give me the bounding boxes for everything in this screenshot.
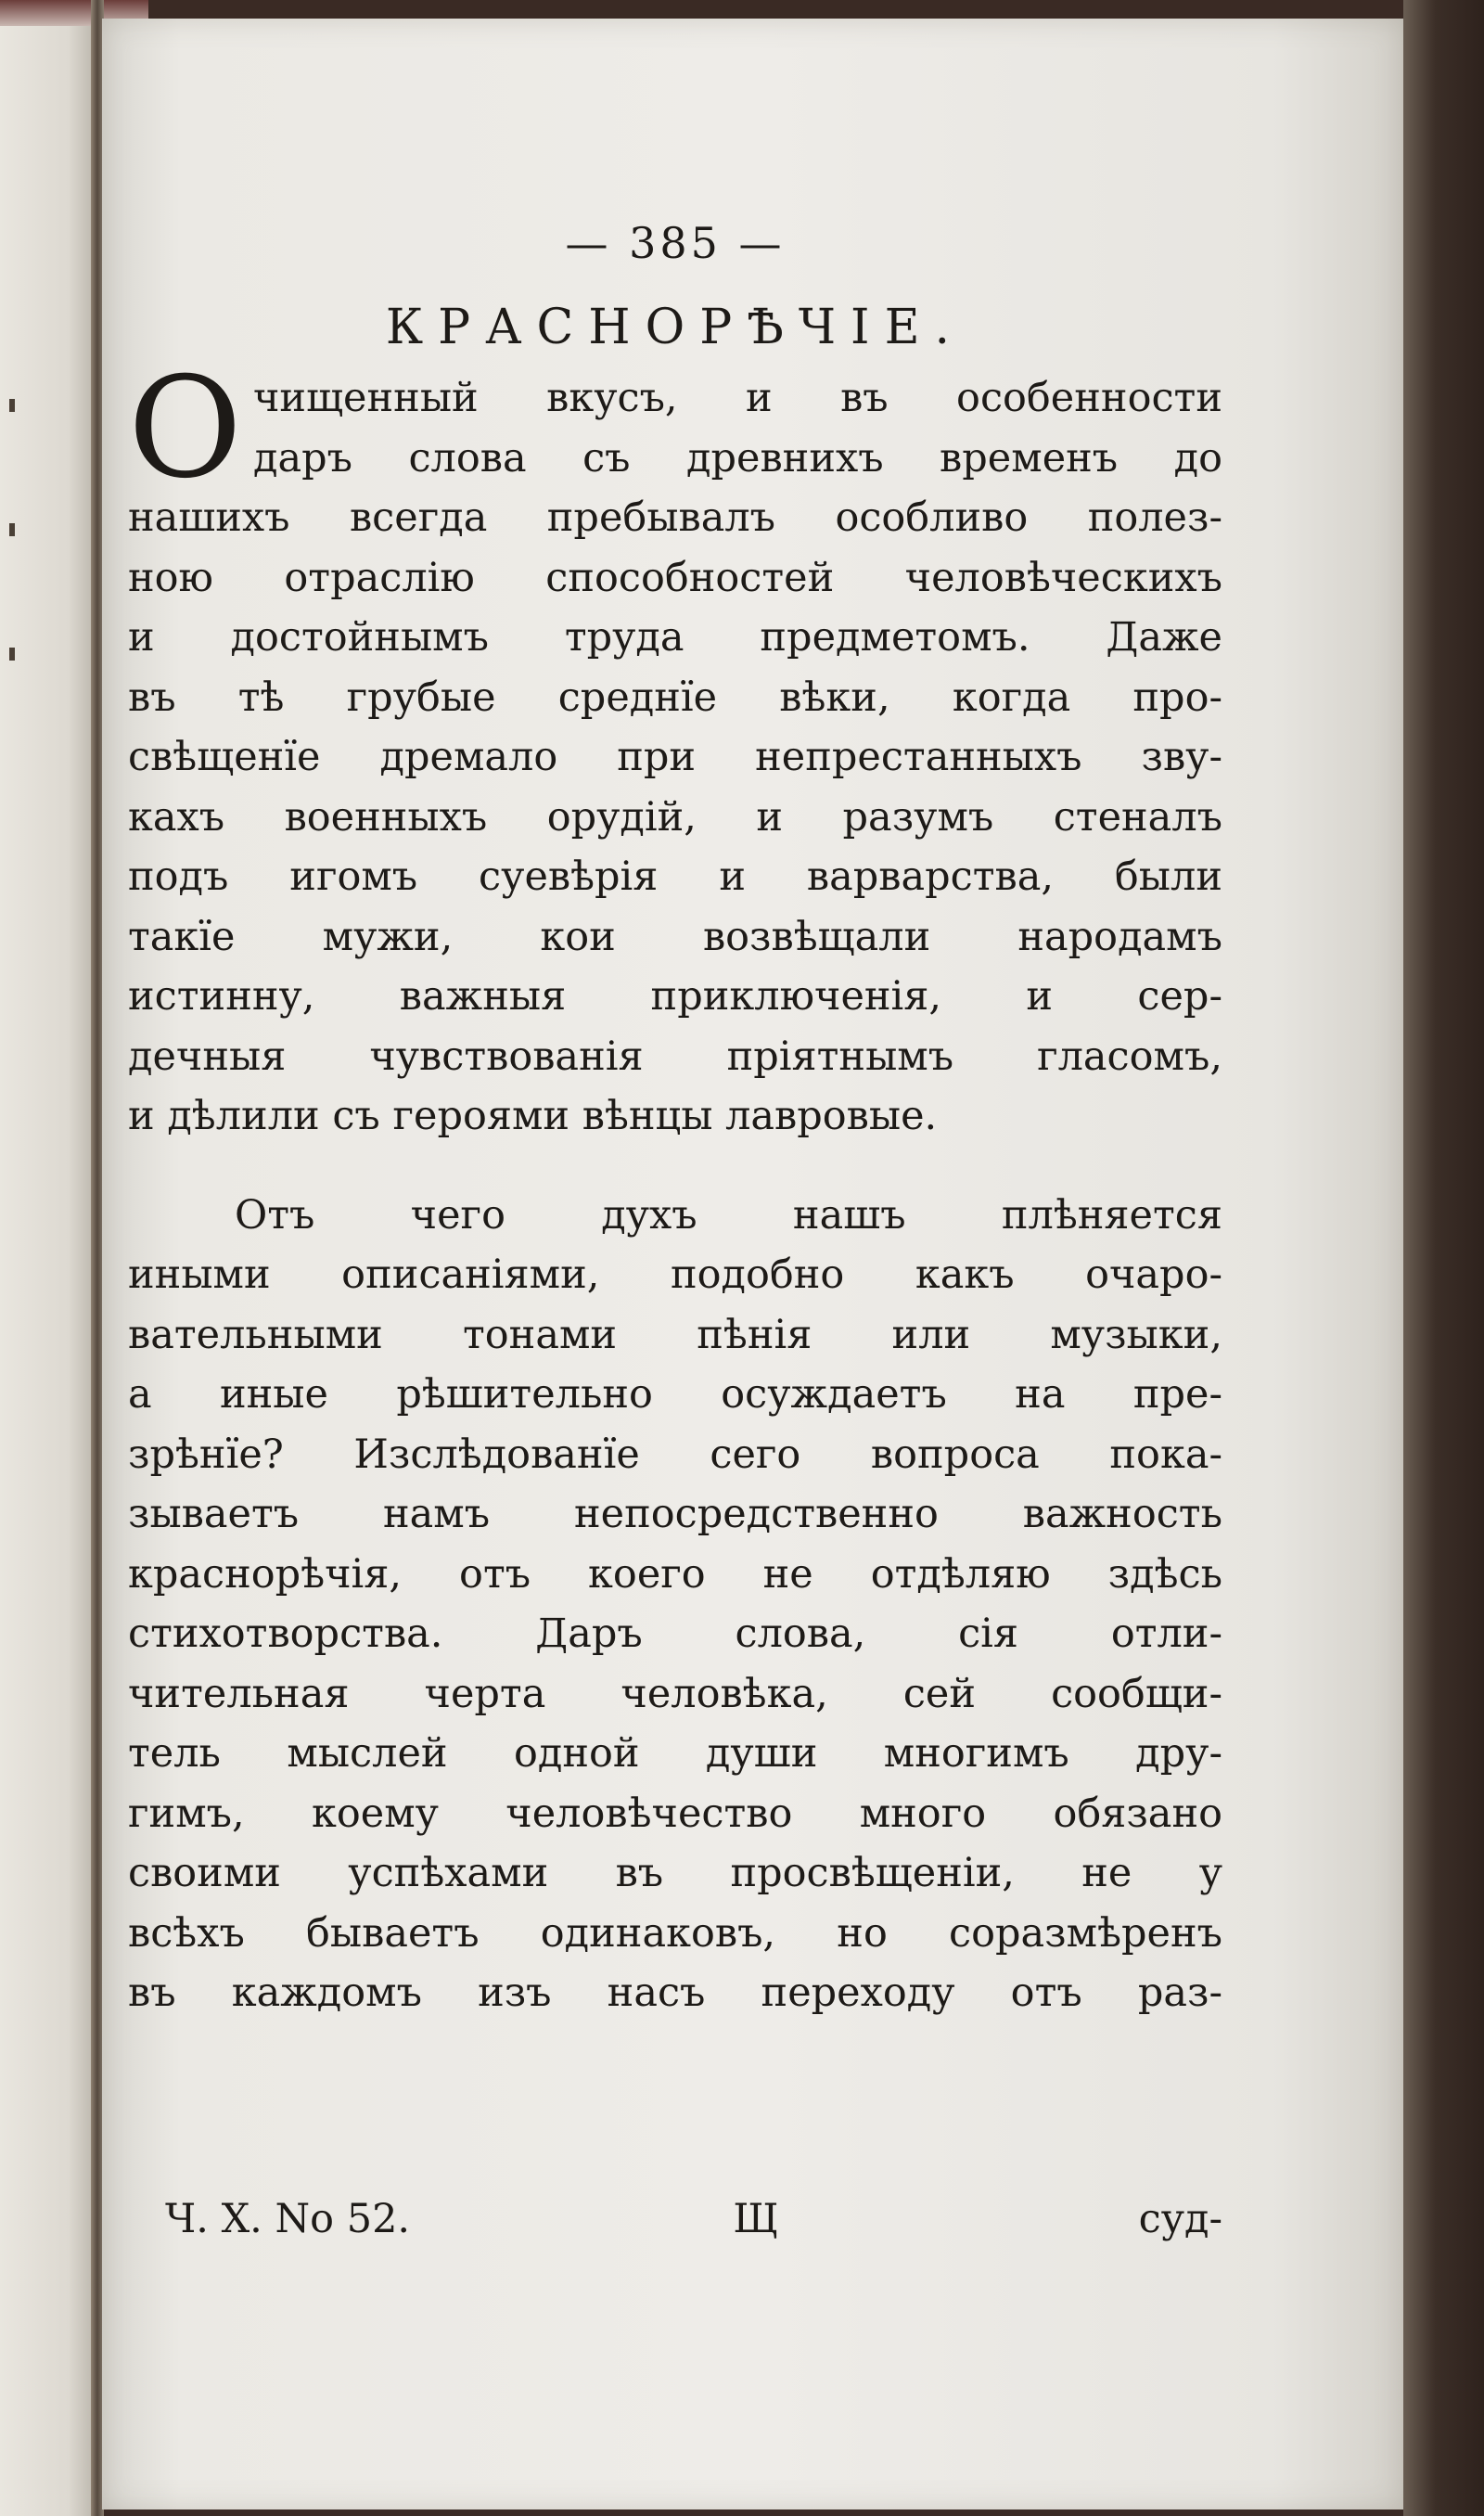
text-line: подъ игомъ суевѣрія и варварства, были (128, 854, 1222, 900)
text-line: иными описаніями, подобно какъ очаро- (128, 1252, 1222, 1298)
text-line: тель мыслей одной души многимъ дру- (128, 1730, 1222, 1777)
page-footer (128, 2189, 1222, 2249)
text-line: въ тѣ грубые среднїе вѣки, когда про- (128, 674, 1222, 721)
text-line: зываетъ намъ непосредственно важность (128, 1491, 1222, 1537)
text-line: дечныя чувствованія пріятнымъ гласомъ, (128, 1033, 1222, 1080)
section-title: КРАСНОРѢЧІЕ. (385, 299, 966, 355)
text-line: чищенный вкусъ, и въ особенности (252, 375, 1222, 421)
text-line: вательными тонами пѣнія или музыки, (128, 1311, 1222, 1358)
text-line: и достойнымъ труда предметомъ. Даже (128, 614, 1222, 661)
facing-page-edge (0, 0, 97, 2516)
text-line: а иные рѣшительно осуждаетъ на пре- (128, 1371, 1222, 1418)
text-line: зрѣнїе? Изслѣдованїе сего вопроса пока- (128, 1431, 1222, 1478)
text-line: гимъ, коему человѣчество много обязано (128, 1790, 1222, 1837)
paragraph-1 (128, 348, 1222, 1147)
page-number: — 385 — (565, 218, 786, 268)
text-line: въ каждомъ изъ насъ переходу отъ раз- (128, 1970, 1222, 2016)
drop-cap: О (128, 348, 242, 509)
text-line-indented: Отъ чего духъ нашъ плѣняется (235, 1191, 1222, 1239)
text-line: ною отраслію способностей человѣческихъ (128, 554, 1222, 601)
text-line: кахъ военныхъ орудій, и разумъ стеналъ (128, 793, 1222, 841)
text-line: чительная черта человѣка, сей сообщи- (128, 1670, 1222, 1717)
text-line: нашихъ всегда пребывалъ особливо полез- (128, 494, 1222, 541)
paragraph-2 (128, 1186, 1222, 2023)
signature-mark: Ч. X. No 52. (165, 2196, 411, 2242)
text-line: своими успѣхами въ просвѣщеніи, не у (128, 1850, 1222, 1896)
catchword: суд- (1138, 2196, 1222, 2242)
gathering-letter: Щ (733, 2196, 779, 2242)
text-line: даръ слова съ древнихъ временъ до (252, 434, 1222, 481)
text-line: такїе мужи, кои возвѣщали народамъ (128, 913, 1222, 960)
facing-page-marks (9, 399, 19, 770)
text-line: свѣщенїе дремало при непрестанныхъ зву- (128, 734, 1222, 780)
page-text (128, 213, 1222, 2023)
text-line-last: и дѣлили съ героями вѣнцы лавровые. (128, 1093, 938, 1139)
text-line: всѣхъ бываетъ одинаковъ, но соразмѣренъ (128, 1909, 1222, 1957)
text-line: краснорѣчія, отъ коего не отдѣляю здѣсь (128, 1550, 1222, 1598)
text-line: стихотворства. Даръ слова, сія отли- (128, 1611, 1222, 1657)
book-edge-right (1403, 0, 1484, 2516)
text-line: истинну, важныя приключенія, и сер- (128, 973, 1222, 1020)
